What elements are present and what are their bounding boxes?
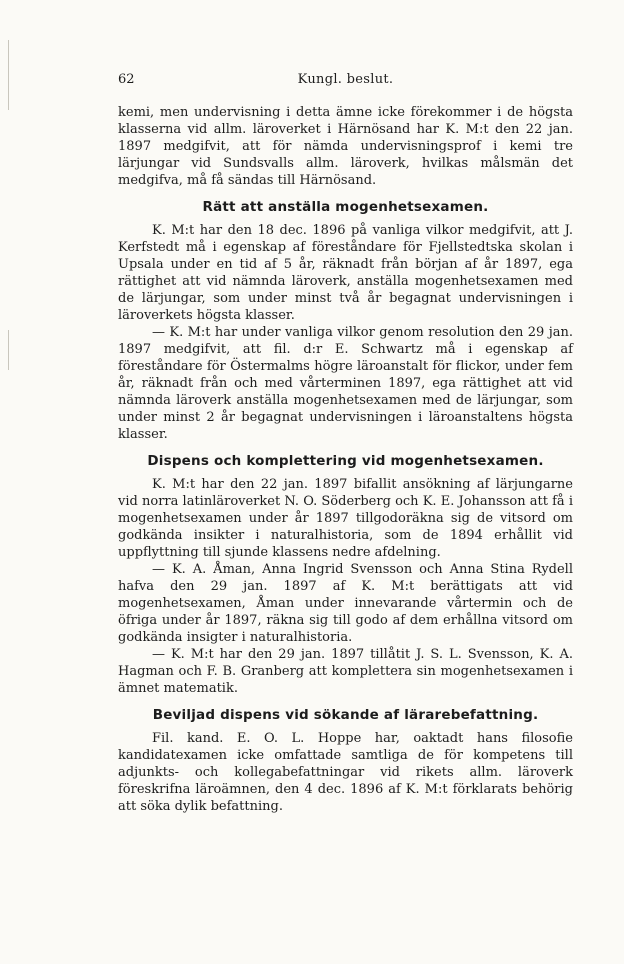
paragraph: K. M:t har den 22 jan. 1897 bifallit ansökning af lärjungarne vid norra latinläroverket N. O. Söderberg och K. E. Johansson att få i mogenhetsexamen under år 1897 tillgodoräkna sig de vitsord om godkända insikter i naturalhistoria, som de 1894 erhållit vid uppflyttning till sjunde klassens nedre afdelning. [118,477,573,560]
document-page [118,72,573,815]
section-heading: Rätt att anställa mogenhetsexamen. [202,199,489,215]
paragraph: — K. A. Åman, Anna Ingrid Svensson och Anna Stina Rydell hafva den 29 jan. 1897 af K. M:t berättigats att vid mogenhetsexamen, Åman under innevarande vårtermin och de öfriga under år 1897, räkna sig till godo af dem erhållna vitsord om godkända insigter i naturalhistoria. [118,562,573,645]
scan-edge-mark [8,330,9,370]
paragraph: Fil. kand. E. O. L. Hoppe har, oaktadt hans filosofie kandidatexamen icke omfattade samtliga de för kompetens till adjunkts- och kollegabefattningar vid rikets allm. läroverk föreskrifna läroämnen, den 4 dec. 1896 af K. M:t förklarats behörig att söka dylik befattning. [118,731,573,814]
paragraph: K. M:t har den 18 dec. 1896 på vanliga vilkor medgifvit, att J. Kerfstedt må i egenskap af föreståndare för Fjellstedtska skolan i Upsala under en tid af 5 år, räknadt från början af år 1897, ega rättighet att vid nämnda läroverk, anställa mogenhetsexamen med de lärjungar, som under minst två år begagnat undervisningen i läroverkets högsta klasser. [118,223,573,323]
body-text [118,104,573,815]
section-heading: Dispens och komplettering vid mogenhetsexamen. [147,453,544,469]
paragraph: — K. M:t har under vanliga vilkor genom resolution den 29 jan. 1897 medgifvit, att fil. d:r E. Schwartz må i egenskap af föreståndare för Östermalms högre läroanstalt för flickor, under fem år, räknadt från och med vårterminen 1897, ega rättighet att vid nämnda läroverk anställa mogenhetsexamen med de lärjungar, som under minst 2 år begagnat undervisningen i läroanstaltens högsta klasser. [118,325,573,442]
paragraph: — K. M:t har den 29 jan. 1897 tillåtit J. S. L. Svensson, K. A. Hagman och F. B. Granberg att komplettera sin mogenhetsexamen i ämnet matematik. [118,647,573,696]
running-title: Kungl. beslut. [297,72,394,87]
section-heading: Beviljad dispens vid sökande af lärarebefattning. [152,707,539,723]
paragraph-continuation: kemi, men undervisning i detta ämne icke förekommer i de högsta klasserna vid allm. läroverket i Härnösand har K. M:t den 22 jan. 1897 medgifvit, att för nämda undervisningsprof i kemi tre lärjungar vid Sundsvalls allm. läroverk, hvilkas målsmän det medgifva, må få sändas till Härnösand. [118,105,573,188]
scan-edge-mark [8,40,9,110]
page-number: 62 [118,72,135,87]
running-header [118,72,573,94]
